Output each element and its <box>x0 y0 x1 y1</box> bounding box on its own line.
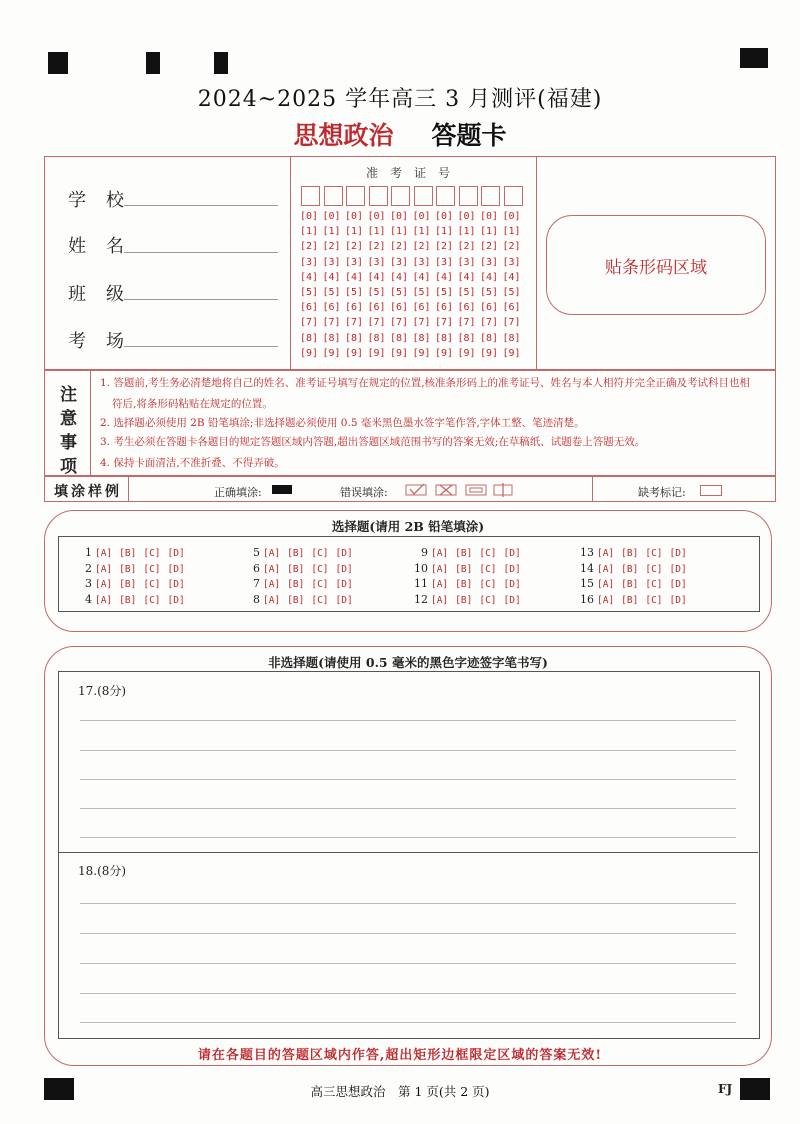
exam-title: 2024~2025 学年高三 3 月测评(福建) <box>197 87 603 112</box>
choice-option-bubble[interactable]: [B] <box>621 579 639 590</box>
admission-digit-bubble[interactable]: [6] <box>300 302 319 314</box>
school-field[interactable] <box>124 205 278 206</box>
admission-digit-box[interactable] <box>414 186 433 206</box>
admission-digit-bubble[interactable]: [0] <box>322 211 341 222</box>
admission-digit-bubble[interactable]: [7] <box>412 317 431 329</box>
notice-label-2: 意 <box>60 409 77 429</box>
choice-option-bubble[interactable]: [A] <box>95 548 113 559</box>
admission-digit-bubble[interactable]: [3] <box>457 256 476 268</box>
admission-digit-bubble[interactable]: [7] <box>457 317 476 329</box>
choice-option-bubble[interactable]: [D] <box>669 563 687 575</box>
admission-digit-bubble[interactable]: [1] <box>322 226 341 238</box>
admission-digit-bubble[interactable]: [1] <box>412 226 431 238</box>
admission-digit-box[interactable] <box>481 186 500 206</box>
absent-mark-box[interactable] <box>700 485 722 496</box>
answer-line[interactable] <box>80 808 736 809</box>
choice-option-bubble[interactable]: [C] <box>479 563 497 575</box>
admission-digit-bubble[interactable]: [4] <box>480 271 499 283</box>
notice-label-4: 项 <box>60 457 77 477</box>
answer-divider <box>58 852 758 853</box>
admission-digit-bubble[interactable]: [5] <box>300 287 319 298</box>
choice-option-bubble[interactable]: [B] <box>621 594 639 606</box>
choice-option-bubble[interactable]: [C] <box>645 548 663 559</box>
admission-digit-bubble[interactable]: [0] <box>390 211 409 222</box>
card-title <box>0 116 800 152</box>
choice-option-bubble[interactable]: [C] <box>143 594 161 606</box>
question-18-label: 18.(8分) <box>78 864 127 878</box>
admission-digit-bubble[interactable]: [4] <box>457 271 476 283</box>
choice-option-bubble[interactable]: [C] <box>311 594 329 606</box>
question-number: 3 <box>85 577 92 590</box>
choice-option-bubble[interactable]: [A] <box>95 594 113 606</box>
question-number: 7 <box>253 577 260 590</box>
question-number: 11 <box>414 577 428 590</box>
choice-question <box>246 593 360 606</box>
admission-digit-bubble[interactable]: [1] <box>435 226 454 238</box>
choice-option-bubble[interactable]: [C] <box>479 579 497 590</box>
answer-line[interactable] <box>80 837 736 838</box>
choice-option-bubble[interactable]: [A] <box>597 563 615 575</box>
admission-digit-bubble[interactable]: [8] <box>300 332 319 344</box>
notice-item-2: 2. 选择题必须使用 2B 铅笔填涂;非选择题必须使用 0.5 毫米黑色墨水签字笔作答,字体工整、笔迹清楚。 <box>100 417 585 429</box>
choice-option-bubble[interactable]: [A] <box>95 563 113 575</box>
admission-digit-bubble[interactable]: [0] <box>300 211 319 222</box>
admission-digit-bubble[interactable]: [9] <box>390 347 409 359</box>
choice-option-bubble[interactable]: [B] <box>119 563 137 575</box>
admission-digit-bubble[interactable]: [3] <box>390 256 409 268</box>
choice-question <box>246 562 360 575</box>
choice-option-bubble[interactable]: [C] <box>143 548 161 559</box>
admission-digit-bubble[interactable]: [2] <box>457 241 476 253</box>
subject-title: 思想政治 <box>293 121 394 150</box>
choice-option-bubble[interactable]: [B] <box>455 579 473 590</box>
admission-digit-bubble[interactable]: [6] <box>457 302 476 314</box>
admission-digit-bubble[interactable]: [5] <box>412 287 431 298</box>
admission-digit-bubble[interactable]: [3] <box>412 256 431 268</box>
admission-digit-bubble[interactable]: [6] <box>412 302 431 314</box>
admission-digit-bubble[interactable]: [8] <box>412 332 431 344</box>
choice-option-bubble[interactable]: [C] <box>645 579 663 590</box>
admission-digit-bubble[interactable]: [6] <box>390 302 409 314</box>
admission-digit-bubble[interactable]: [4] <box>412 271 431 283</box>
choice-option-bubble[interactable]: [B] <box>119 548 137 559</box>
class-label: 班级 <box>68 284 144 305</box>
admission-digit-bubble[interactable]: [5] <box>367 287 386 298</box>
question-number: 14 <box>580 561 594 575</box>
school-label: 学校 <box>68 190 144 211</box>
admission-digit-bubble[interactable]: [2] <box>345 241 364 253</box>
admission-digit-box[interactable] <box>324 186 343 206</box>
choice-option-bubble[interactable]: [C] <box>311 548 329 559</box>
question-number: 12 <box>414 592 428 606</box>
admission-digit-box[interactable] <box>459 186 478 206</box>
admission-digit-bubble[interactable]: [1] <box>390 226 409 238</box>
answer-line[interactable] <box>80 933 736 934</box>
question-number: 5 <box>253 546 260 559</box>
admission-digit-box[interactable] <box>369 186 388 206</box>
admission-digit-bubble[interactable]: [2] <box>412 241 431 253</box>
choice-option-bubble[interactable]: [B] <box>455 594 473 606</box>
admission-digit-bubble[interactable]: [5] <box>322 287 341 298</box>
admission-digit-bubble[interactable]: [9] <box>457 347 476 359</box>
choice-question <box>246 546 360 559</box>
room-label: 考场 <box>68 331 144 352</box>
admission-digit-bubble[interactable]: [1] <box>457 226 476 238</box>
admission-digit-bubble[interactable]: [9] <box>435 347 454 359</box>
admission-digit-bubble[interactable]: [1] <box>367 226 386 238</box>
choice-option-bubble[interactable]: [B] <box>287 563 305 575</box>
nonchoice-title: 非选择题(请使用 0.5 毫米的黑色字迹签字笔书写) <box>268 655 548 670</box>
admission-title: 准考证号 <box>366 166 463 180</box>
info-divider-right <box>536 156 537 370</box>
admission-digit-bubble[interactable]: [2] <box>367 241 386 253</box>
choice-option-bubble[interactable]: [A] <box>263 594 281 606</box>
info-divider-left <box>290 156 291 370</box>
choice-question <box>78 593 192 606</box>
card-label: 答题卡 <box>431 121 507 150</box>
admission-digit-bubble[interactable]: [7] <box>435 317 454 329</box>
admission-digit-bubble[interactable]: [8] <box>367 332 386 344</box>
choice-option-bubble[interactable]: [B] <box>119 579 137 590</box>
admission-digit-bubble[interactable]: [0] <box>435 211 454 222</box>
admission-digit-bubble[interactable]: [5] <box>435 287 454 298</box>
absent-mark-label: 缺考标记: <box>638 486 686 499</box>
choice-option-bubble[interactable]: [D] <box>503 548 521 559</box>
choice-option-bubble[interactable]: [C] <box>479 548 497 559</box>
choice-option-bubble[interactable]: [A] <box>431 563 449 575</box>
admission-digit-bubble[interactable]: [1] <box>480 226 499 238</box>
admission-digit-bubble[interactable]: [9] <box>367 347 386 359</box>
notice-divider <box>90 370 91 476</box>
correct-fill-sample <box>272 485 292 494</box>
admission-digit-bubble[interactable]: [3] <box>322 256 341 268</box>
position-mark <box>214 52 228 74</box>
admission-digit-bubble[interactable]: [9] <box>480 347 499 359</box>
choice-option-bubble[interactable]: [B] <box>287 548 305 559</box>
name-label: 姓名 <box>68 236 144 257</box>
admission-digit-bubble[interactable]: [4] <box>390 271 409 283</box>
choice-option-bubble[interactable]: [A] <box>431 548 449 559</box>
question-number: 10 <box>414 561 428 575</box>
choice-option-bubble[interactable]: [A] <box>263 548 281 559</box>
admission-digit-bubble[interactable]: [8] <box>457 332 476 344</box>
admission-digit-bubble[interactable]: [9] <box>502 347 521 359</box>
answer-line[interactable] <box>80 720 736 721</box>
admission-digit-bubble[interactable]: [4] <box>345 271 364 283</box>
choice-option-bubble[interactable]: [D] <box>503 563 521 575</box>
page-footer: 高三思想政治 第 1 页(共 2 页) <box>310 1084 490 1099</box>
admission-digit-bubble[interactable]: [4] <box>367 271 386 283</box>
admission-digit-bubble[interactable]: [6] <box>435 302 454 314</box>
choice-option-bubble[interactable]: [D] <box>335 563 353 575</box>
choice-option-bubble[interactable]: [D] <box>503 594 521 606</box>
barcode-area: 贴条形码区域 <box>546 215 766 315</box>
choice-option-bubble[interactable]: [A] <box>263 579 281 590</box>
choice-option-bubble[interactable]: [C] <box>479 594 497 606</box>
admission-digit-bubble[interactable]: [0] <box>412 211 431 222</box>
admission-digit-bubble[interactable]: [6] <box>480 302 499 314</box>
choice-option-bubble[interactable]: [D] <box>167 594 185 606</box>
position-mark <box>48 52 68 74</box>
choice-option-bubble[interactable]: [C] <box>143 563 161 575</box>
admission-digit-bubble[interactable]: [7] <box>480 317 499 329</box>
admission-digit-bubble[interactable]: [7] <box>345 317 364 329</box>
choice-option-bubble[interactable]: [C] <box>645 563 663 575</box>
room-field[interactable] <box>124 346 278 347</box>
admission-digit-bubble[interactable]: [6] <box>367 302 386 314</box>
choice-option-bubble[interactable]: [D] <box>503 579 521 590</box>
warning-text: 请在各题目的答题区域内作答,超出矩形边框限定区域的答案无效! <box>197 1048 603 1063</box>
notice-item-4: 4. 保持卡面清洁,不准折叠、不得弄破。 <box>100 457 285 469</box>
admission-digit-bubble[interactable]: [5] <box>480 287 499 298</box>
choice-question <box>580 593 694 606</box>
admission-digit-bubble[interactable]: [9] <box>345 347 364 359</box>
admission-digit-bubble[interactable]: [8] <box>480 332 499 344</box>
question-number: 9 <box>421 546 428 559</box>
admission-digit-bubble[interactable]: [5] <box>345 287 364 298</box>
question-number: 1 <box>85 546 92 559</box>
admission-digit-bubble[interactable]: [6] <box>322 302 341 314</box>
admission-digit-bubble[interactable]: [1] <box>502 226 521 238</box>
position-mark <box>740 48 768 68</box>
answer-line[interactable] <box>80 750 736 751</box>
choice-option-bubble[interactable]: [A] <box>597 548 615 559</box>
admission-digit-bubble[interactable]: [9] <box>412 347 431 359</box>
notice-item-3: 3. 考生必须在答题卡各题目的规定答题区域内答题,超出答题区域范围书写的答案无效;在草稿纸、试题卷上答题无效。 <box>100 436 646 448</box>
question-number: 6 <box>253 561 260 575</box>
choice-option-bubble[interactable]: [B] <box>119 594 137 606</box>
choice-question <box>414 562 528 575</box>
admission-digit-box[interactable] <box>436 186 455 206</box>
admission-digit-bubble[interactable]: [3] <box>345 256 364 268</box>
choice-option-bubble[interactable]: [C] <box>311 579 329 590</box>
admission-digit-bubble[interactable]: [9] <box>300 347 319 359</box>
answer-line[interactable] <box>80 963 736 964</box>
admission-digit-bubble[interactable]: [6] <box>345 302 364 314</box>
admission-digit-bubble[interactable]: [0] <box>480 211 499 222</box>
sample-divider <box>128 476 129 502</box>
admission-digit-bubble[interactable]: [3] <box>367 256 386 268</box>
notice-item-1b: 符后,将条形码粘贴在规定的位置。 <box>112 398 273 410</box>
admission-digit-bubble[interactable]: [2] <box>300 241 319 253</box>
choice-option-bubble[interactable]: [D] <box>335 548 353 559</box>
choice-question <box>580 562 694 575</box>
choice-option-bubble[interactable]: [D] <box>335 594 353 606</box>
admission-digit-bubble[interactable]: [4] <box>435 271 454 283</box>
notice-label-1: 注 <box>60 385 77 405</box>
answer-line[interactable] <box>80 779 736 780</box>
paper-code: FJ <box>718 1082 733 1096</box>
question-number: 16 <box>580 592 594 606</box>
question-number: 8 <box>253 592 260 606</box>
choice-option-bubble[interactable]: [D] <box>669 548 687 559</box>
wrong-fill-label: 错误填涂: <box>340 486 388 499</box>
admission-digit-bubble[interactable]: [5] <box>457 287 476 298</box>
choice-question <box>246 577 360 590</box>
admission-digit-bubble[interactable]: [3] <box>435 256 454 268</box>
choice-question <box>78 577 192 590</box>
choice-option-bubble[interactable]: [B] <box>621 548 639 559</box>
choice-question <box>414 577 528 590</box>
choice-question <box>414 546 528 559</box>
class-field[interactable] <box>124 299 278 300</box>
choice-option-bubble[interactable]: [D] <box>335 579 353 590</box>
choice-question <box>580 577 694 590</box>
question-number: 13 <box>580 546 594 559</box>
admission-digit-box[interactable] <box>504 186 523 206</box>
choice-option-bubble[interactable]: [C] <box>645 594 663 606</box>
admission-digit-bubble[interactable]: [3] <box>480 256 499 268</box>
admission-digit-bubble[interactable]: [2] <box>502 241 521 253</box>
position-mark <box>146 52 160 74</box>
admission-digit-bubble[interactable]: [5] <box>502 287 521 298</box>
admission-digit-bubble[interactable]: [6] <box>502 302 521 314</box>
admission-digit-bubble[interactable]: [9] <box>322 347 341 359</box>
choice-option-bubble[interactable]: [D] <box>167 548 185 559</box>
name-field[interactable] <box>124 252 278 253</box>
wrong-fill-samples <box>402 482 514 498</box>
question-17-label: 17.(8分) <box>78 684 127 698</box>
sample-label: 填涂样例 <box>54 484 122 500</box>
choice-option-bubble[interactable]: [A] <box>431 594 449 606</box>
choice-option-bubble[interactable]: [B] <box>455 563 473 575</box>
choice-option-bubble[interactable]: [D] <box>669 579 687 590</box>
correct-fill-label: 正确填涂: <box>214 486 262 499</box>
admission-digit-bubble[interactable]: [8] <box>322 332 341 344</box>
admission-digit-bubble[interactable]: [8] <box>435 332 454 344</box>
admission-digit-bubble[interactable]: [2] <box>322 241 341 253</box>
choice-option-bubble[interactable]: [A] <box>597 594 615 606</box>
admission-digit-box[interactable] <box>346 186 365 206</box>
admission-digit-bubble[interactable]: [0] <box>457 211 476 222</box>
choice-option-bubble[interactable]: [D] <box>669 594 687 606</box>
admission-digit-bubble[interactable]: [0] <box>502 211 521 222</box>
admission-digit-bubble[interactable]: [4] <box>502 271 521 283</box>
admission-digit-bubble[interactable]: [7] <box>390 317 409 329</box>
notice-label-3: 事 <box>60 433 77 453</box>
admission-digit-bubble[interactable]: [8] <box>502 332 521 344</box>
admission-digit-bubble[interactable]: [7] <box>367 317 386 329</box>
choice-option-bubble[interactable]: [B] <box>287 594 305 606</box>
choice-question <box>78 546 192 559</box>
admission-digit-bubble[interactable]: [5] <box>390 287 409 298</box>
answer-line[interactable] <box>80 1022 736 1023</box>
answer-line[interactable] <box>80 903 736 904</box>
admission-digit-bubble[interactable]: [1] <box>300 226 319 238</box>
choice-option-bubble[interactable]: [A] <box>597 579 615 590</box>
choice-option-bubble[interactable]: [B] <box>287 579 305 590</box>
admission-digit-bubble[interactable]: [7] <box>300 317 319 329</box>
question-number: 2 <box>85 561 92 575</box>
admission-digit-bubble[interactable]: [8] <box>345 332 364 344</box>
choice-option-bubble[interactable]: [A] <box>263 563 281 575</box>
notice-item-1: 1. 答题前,考生务必清楚地将自己的姓名、准考证号填写在规定的位置,核准条形码上的准考证号、姓名与本人相符并完全正确及考试科目也相 <box>100 377 751 389</box>
sample-divider-2 <box>592 476 593 502</box>
admission-digit-bubble[interactable]: [4] <box>322 271 341 283</box>
choice-question <box>78 562 192 575</box>
answer-area-box <box>58 671 760 1039</box>
admission-digit-bubble[interactable]: [2] <box>435 241 454 253</box>
choice-option-bubble[interactable]: [C] <box>143 579 161 590</box>
admission-digit-bubble[interactable]: [4] <box>300 271 319 283</box>
admission-digit-box[interactable] <box>301 186 320 206</box>
choice-option-bubble[interactable]: [B] <box>455 548 473 559</box>
choice-option-bubble[interactable]: [D] <box>167 563 185 575</box>
admission-digit-bubble[interactable]: [1] <box>345 226 364 238</box>
admission-digit-bubble[interactable]: [0] <box>345 211 364 222</box>
choice-option-bubble[interactable]: [B] <box>621 563 639 575</box>
choice-title: 选择题(请用 2B 铅笔填涂) <box>331 519 485 534</box>
admission-digit-bubble[interactable]: [8] <box>390 332 409 344</box>
choice-option-bubble[interactable]: [D] <box>167 579 185 590</box>
admission-digit-bubble[interactable]: [0] <box>367 211 386 222</box>
answer-line[interactable] <box>80 993 736 994</box>
choice-option-bubble[interactable]: [A] <box>431 579 449 590</box>
choice-question <box>580 546 694 559</box>
admission-digit-bubble[interactable]: [3] <box>300 256 319 268</box>
admission-digit-bubble[interactable]: [3] <box>502 256 521 268</box>
admission-digit-bubble[interactable]: [2] <box>390 241 409 253</box>
admission-digit-box[interactable] <box>391 186 410 206</box>
choice-question <box>414 593 528 606</box>
choice-option-bubble[interactable]: [C] <box>311 563 329 575</box>
question-number: 15 <box>580 577 594 590</box>
question-number: 4 <box>85 592 92 606</box>
admission-digit-bubble[interactable]: [7] <box>322 317 341 329</box>
admission-digit-bubble[interactable]: [7] <box>502 317 521 329</box>
choice-option-bubble[interactable]: [A] <box>95 579 113 590</box>
admission-digit-bubble[interactable]: [2] <box>480 241 499 253</box>
